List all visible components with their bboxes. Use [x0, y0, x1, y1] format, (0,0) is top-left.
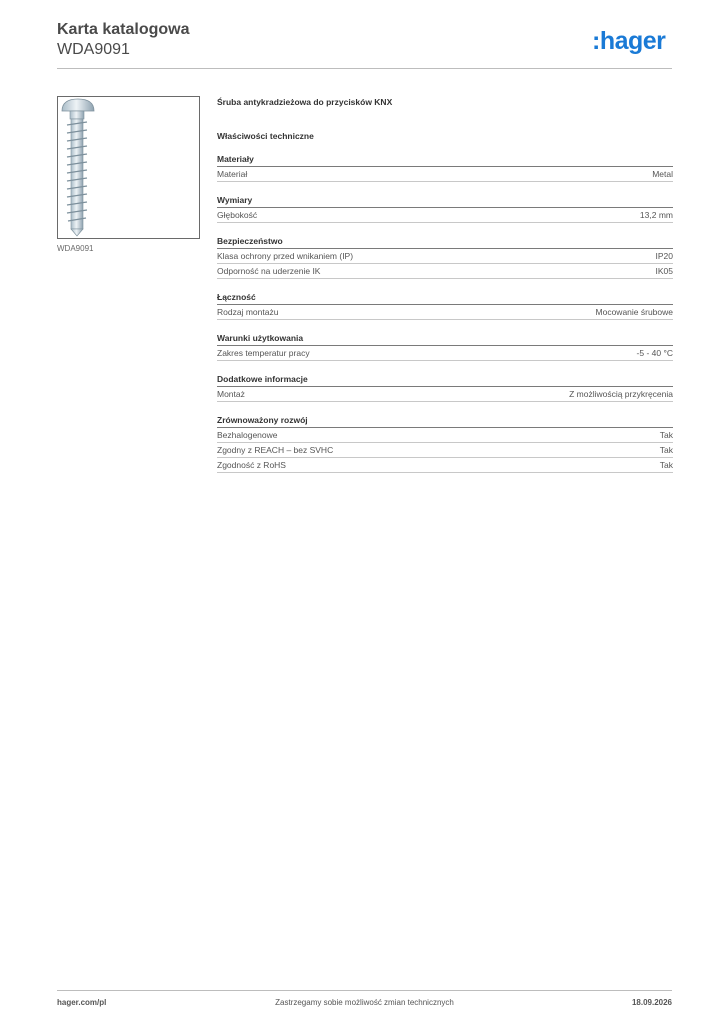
spec-row	[217, 458, 673, 473]
spec-section	[217, 291, 673, 320]
spec-section-title: Wymiary	[217, 194, 673, 208]
spec-label: Materiał	[217, 169, 248, 179]
spec-label: Montaż	[217, 389, 245, 399]
footer-website[interactable]: hager.com/pl	[57, 998, 107, 1007]
spec-row	[217, 387, 673, 402]
spec-value: -5 - 40 °C	[636, 348, 673, 358]
svg-text::hager: :hager	[592, 28, 666, 54]
spec-section	[217, 153, 673, 182]
spec-section-title: Bezpieczeństwo	[217, 235, 673, 249]
spec-section	[217, 373, 673, 402]
spec-section-title: Warunki użytkowania	[217, 332, 673, 346]
product-image-caption: WDA9091	[57, 244, 94, 253]
spec-row	[217, 443, 673, 458]
spec-value: Mocowanie śrubowe	[595, 307, 673, 317]
spec-label: Zgodność z RoHS	[217, 460, 286, 470]
spec-section	[217, 332, 673, 361]
spec-value: 13,2 mm	[639, 210, 673, 220]
spec-section-title: Łączność	[217, 291, 673, 305]
specification-sections	[217, 153, 673, 473]
spec-value: Z możliwością przykręcenia	[569, 389, 673, 399]
spec-label: Rodzaj montażu	[217, 307, 279, 317]
header-divider	[57, 68, 672, 69]
spec-value: IK05	[655, 266, 673, 276]
spec-label: Odporność na uderzenie IK	[217, 266, 321, 276]
screw-icon	[58, 97, 199, 238]
spec-label: Zakres temperatur pracy	[217, 348, 310, 358]
spec-row	[217, 428, 673, 443]
spec-value: Tak	[659, 460, 673, 470]
spec-value: Tak	[659, 445, 673, 455]
document-header	[57, 20, 189, 60]
spec-value: Tak	[659, 430, 673, 440]
footer-date: 18.09.2026	[631, 998, 672, 1007]
footer-divider	[57, 990, 672, 991]
spec-row	[217, 208, 673, 223]
spec-section-title: Materiały	[217, 153, 673, 167]
spec-row	[217, 167, 673, 182]
spec-section	[217, 414, 673, 473]
spec-label: Głębokość	[217, 210, 258, 220]
spec-value: IP20	[655, 251, 673, 261]
spec-label: Zgodny z REACH – bez SVHC	[217, 445, 334, 455]
spec-label: Bezhalogenowe	[217, 430, 278, 440]
spec-section	[217, 235, 673, 279]
technical-properties-heading: Właściwości techniczne	[217, 131, 314, 141]
spec-row	[217, 249, 673, 264]
product-name: Śruba antykradzieżowa do przycisków KNX	[217, 97, 393, 107]
product-image	[57, 96, 200, 239]
spec-row	[217, 346, 673, 361]
document-title: Karta katalogowa	[57, 21, 190, 38]
spec-row	[217, 305, 673, 320]
specification-content	[217, 95, 673, 473]
spec-section-title: Dodatkowe informacje	[217, 373, 673, 387]
spec-value: Metal	[652, 169, 673, 179]
spec-label: Klasa ochrony przed wnikaniem (IP)	[217, 251, 354, 261]
spec-section	[217, 194, 673, 223]
spec-section-title: Zrównoważony rozwój	[217, 414, 673, 428]
product-code: WDA9091	[57, 41, 130, 58]
footer-disclaimer: Zastrzegamy sobie możliwość zmian technicznych	[275, 998, 454, 1007]
spec-row	[217, 264, 673, 279]
hager-logo	[592, 28, 674, 59]
